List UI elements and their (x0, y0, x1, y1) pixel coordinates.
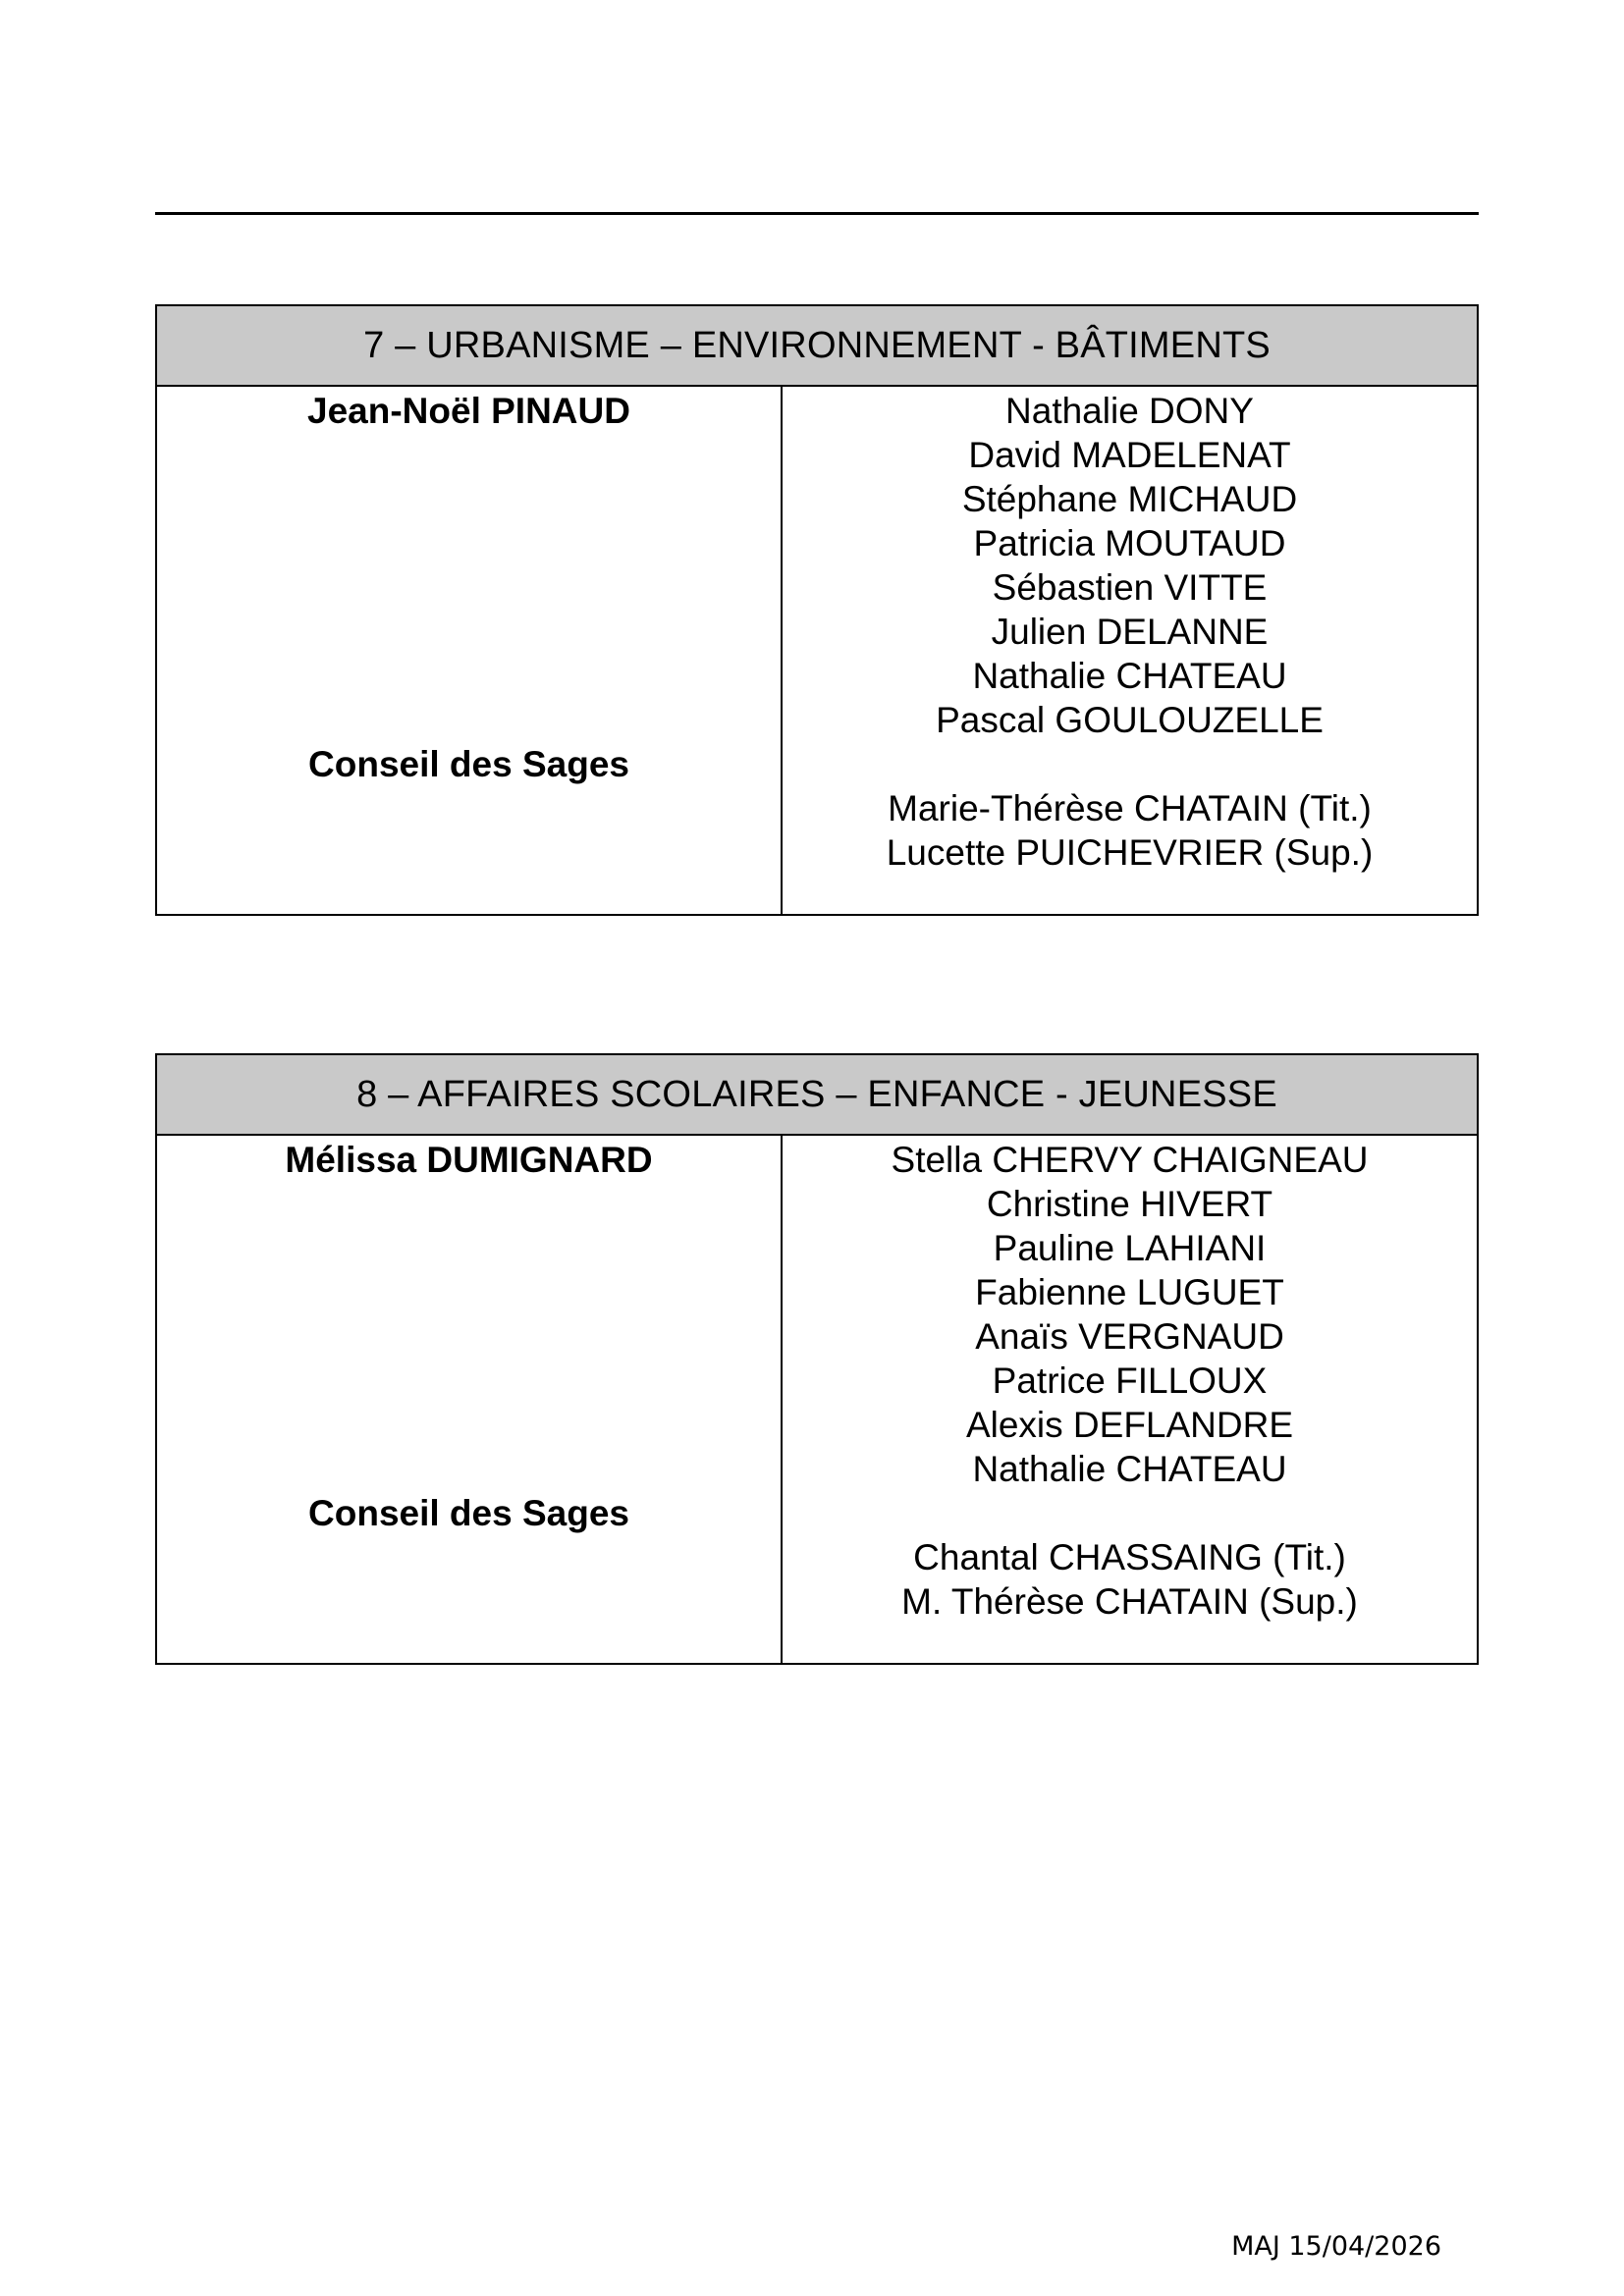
member-name: Nathalie CHATEAU (972, 656, 1287, 696)
sages-member-name: Marie-Thérèse CHATAIN (Tit.) (888, 788, 1372, 828)
member-name: Patrice FILLOUX (992, 1361, 1268, 1401)
member-name: Nathalie DONY (1005, 391, 1254, 431)
member-name: David MADELENAT (968, 435, 1291, 475)
member-name: Pascal GOULOUZELLE (936, 700, 1324, 740)
committee-title: 8 – AFFAIRES SCOLAIRES – ENFANCE - JEUNESSE (157, 1055, 1477, 1136)
member-name: Christine HIVERT (986, 1184, 1273, 1224)
member-name: Stéphane MICHAUD (961, 479, 1298, 519)
update-date: MAJ 15/04/2026 (1231, 2231, 1441, 2262)
member-name: Patricia MOUTAUD (973, 523, 1286, 563)
sages-member-name: Chantal CHASSAING (Tit.) (913, 1537, 1346, 1577)
conseil-des-sages-label: Conseil des Sages (308, 744, 629, 784)
committee-left-column (157, 387, 783, 914)
top-divider (155, 212, 1479, 215)
committee-table-7 (155, 304, 1479, 916)
committee-left-column (157, 1136, 783, 1663)
committee-table-8 (155, 1053, 1479, 1665)
committee-members-column (783, 387, 1477, 914)
member-name: Stella CHERVY CHAIGNEAU (891, 1140, 1369, 1180)
member-name: Fabienne LUGUET (975, 1272, 1284, 1312)
member-name: Nathalie CHATEAU (972, 1449, 1287, 1489)
member-name: Alexis DEFLANDRE (965, 1405, 1294, 1445)
member-name: Anaïs VERGNAUD (975, 1316, 1284, 1357)
conseil-des-sages-label: Conseil des Sages (308, 1493, 629, 1533)
committee-president: Mélissa DUMIGNARD (285, 1140, 653, 1180)
sages-member-name: Lucette PUICHEVRIER (Sup.) (886, 832, 1374, 873)
committee-members-column (783, 1136, 1477, 1663)
member-name: Julien DELANNE (991, 612, 1269, 652)
committee-president: Jean-Noël PINAUD (307, 391, 630, 431)
sages-member-name: M. Thérèse CHATAIN (Sup.) (901, 1581, 1358, 1622)
member-name: Sébastien VITTE (992, 567, 1268, 608)
committee-title: 7 – URBANISME – ENVIRONNEMENT - BÂTIMENTS (157, 306, 1477, 387)
member-name: Pauline LAHIANI (993, 1228, 1267, 1268)
